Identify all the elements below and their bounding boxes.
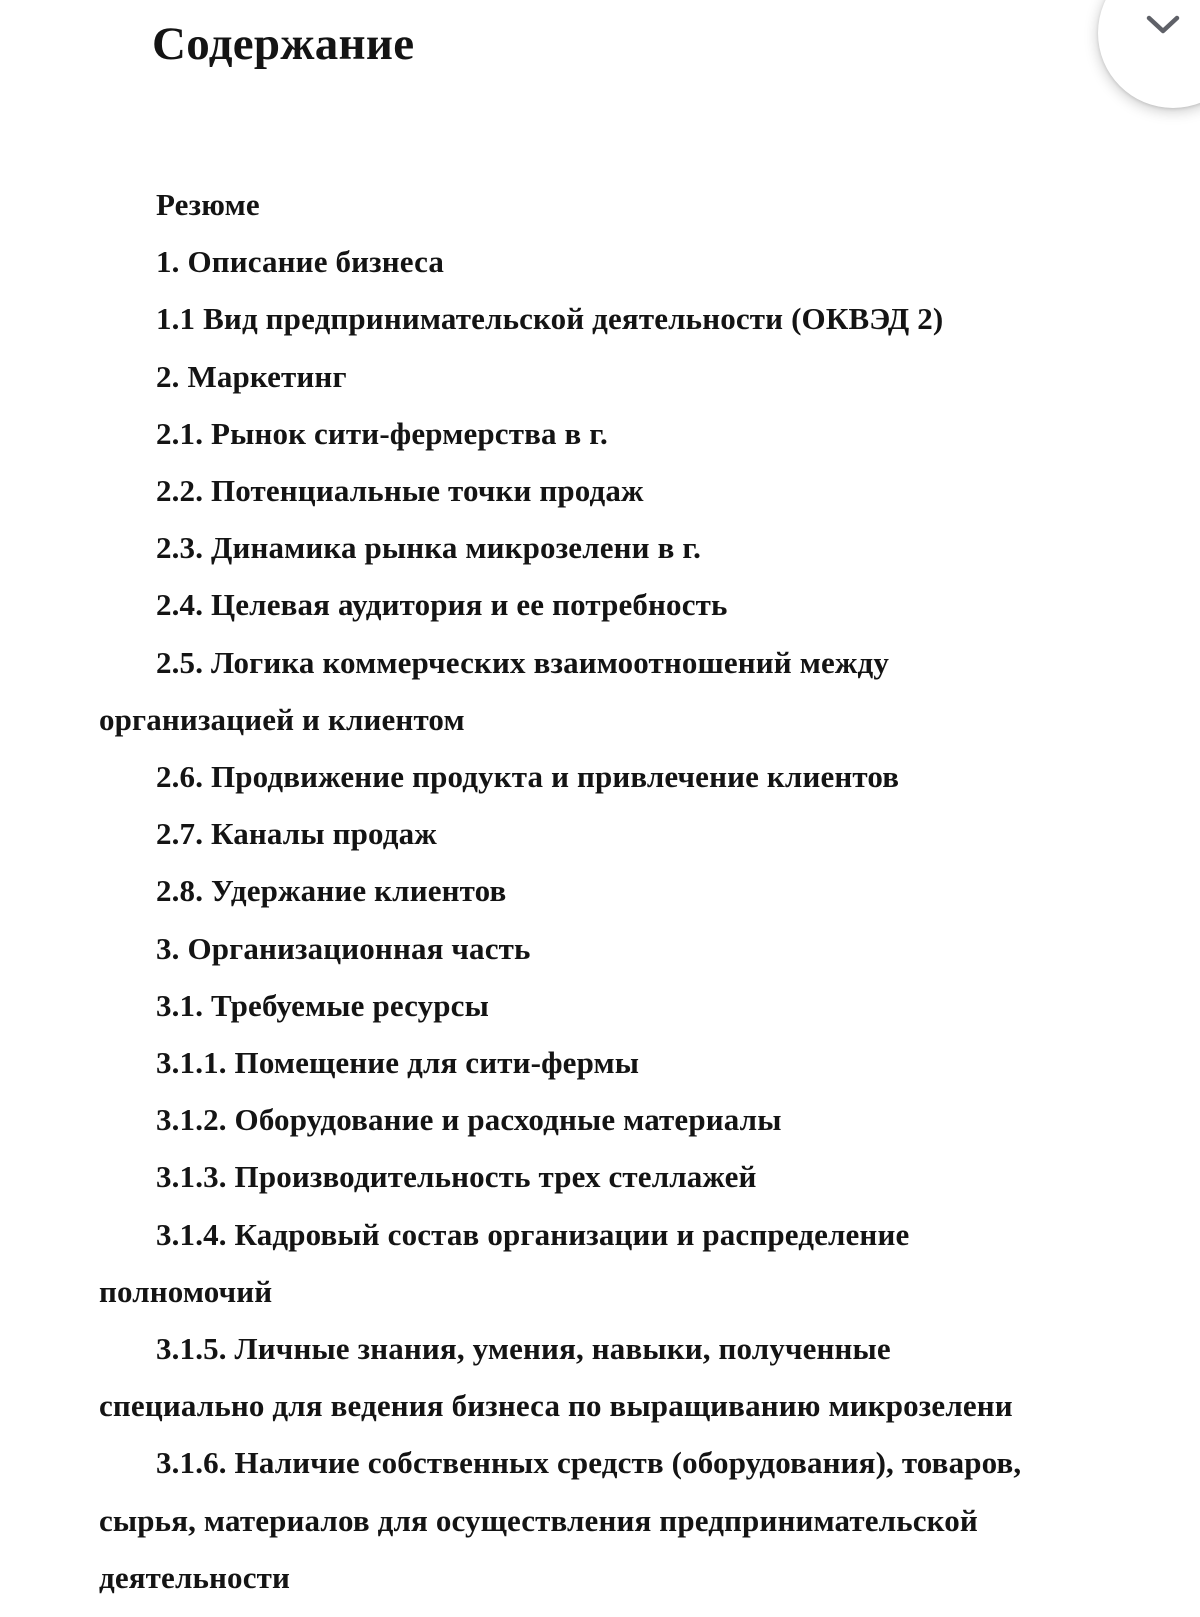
toc-entry — [99, 519, 1134, 576]
toc-entry — [99, 290, 1134, 347]
toc-entry — [99, 462, 1134, 519]
toc-entry — [99, 748, 1134, 805]
toc-entry-text: 3.1. Требуемые ресурсы — [156, 987, 489, 1023]
toc-entry — [99, 576, 1134, 633]
toc-entry — [99, 920, 1134, 977]
toc-entry — [99, 805, 1134, 862]
table-of-contents — [99, 176, 1134, 1606]
toc-entry-text: 3.1.4. Кадровый состав организации и распределение — [156, 1216, 910, 1252]
toc-entry — [99, 1434, 1134, 1606]
toc-entry — [99, 176, 1134, 233]
toc-entry-text: Резюме — [156, 187, 260, 222]
toc-entry — [99, 405, 1134, 462]
toc-entry-text: организацией и клиентом — [99, 701, 465, 737]
toc-entry-text: 2.6. Продвижение продукта и привлечение клиентов — [156, 759, 900, 795]
toc-entry — [99, 977, 1134, 1034]
toc-entry-text: 2.3. Динамика рынка микрозелени в г. — [156, 530, 702, 566]
toc-entry-text: полномочий — [99, 1273, 273, 1309]
toc-entry-text: 3.1.3. Производительность трех стеллажей — [156, 1159, 757, 1195]
page-title: Содержание — [152, 18, 415, 70]
toc-entry — [99, 1148, 1134, 1205]
toc-entry-text: 2.4. Целевая аудитория и ее потребность — [156, 587, 728, 623]
toc-entry — [99, 348, 1134, 405]
toc-entry-text: 3.1.1. Помещение для сити-фермы — [156, 1045, 640, 1081]
toc-entry-text: 1.1 Вид предпринимательской деятельности (ОКВЭД 2) — [156, 301, 944, 337]
toc-entry-text: 2.5. Логика коммерческих взаимоотношений между — [156, 644, 889, 680]
toc-entry — [99, 1034, 1134, 1091]
toc-entry-text: 3.1.5. Личные знания, умения, навыки, полученные — [156, 1331, 891, 1367]
toc-entry-text: 1. Описание бизнеса — [156, 244, 445, 280]
toc-entry-text: 3.1.6. Наличие собственных средств (оборудования), товаров, — [156, 1445, 1022, 1481]
toc-entry — [99, 233, 1134, 290]
toc-entry — [99, 862, 1134, 919]
toc-entry — [99, 634, 1134, 748]
toc-entry-text: 2.7. Каналы продаж — [156, 816, 437, 852]
toc-entry — [99, 1206, 1134, 1320]
chevron-down-icon — [1146, 15, 1180, 35]
toc-entry-text: 3.1.2. Оборудование и расходные материалы — [156, 1102, 782, 1138]
toc-entry — [99, 1091, 1134, 1148]
toc-entry-text: 2.8. Удержание клиентов — [156, 873, 507, 909]
collapse-toggle-button[interactable] — [1098, 0, 1200, 108]
toc-entry-text: 2. Маркетинг — [156, 358, 347, 394]
toc-entry-text: 2.2. Потенциальные точки продаж — [156, 473, 644, 509]
toc-entry-text: 2.1. Рынок сити-фермерства в г. — [156, 415, 608, 451]
toc-entry-text: 3. Организационная часть — [156, 930, 531, 966]
toc-entry-text: деятельности — [99, 1559, 290, 1595]
toc-entry-text: специально для ведения бизнеса по выращиванию микрозелени — [99, 1388, 1013, 1424]
toc-entry-text: сырья, материалов для осуществления предпринимательской — [99, 1502, 978, 1538]
toc-entry — [99, 1320, 1134, 1434]
